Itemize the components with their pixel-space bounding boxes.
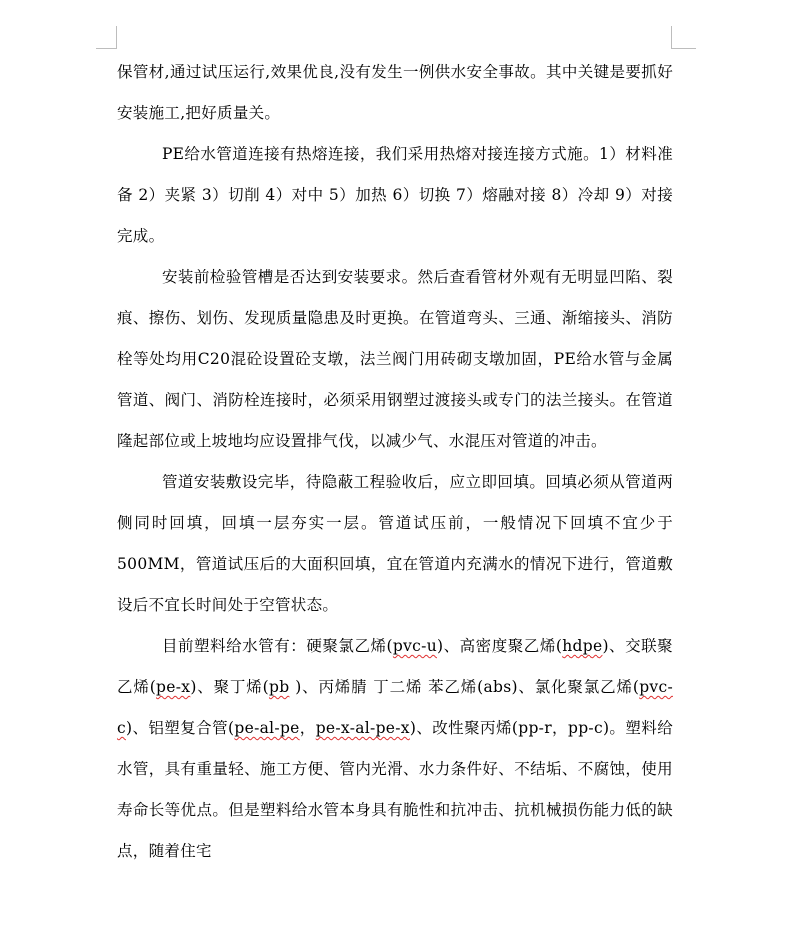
paragraph	[117, 134, 673, 257]
margin-corner-mark-top-left	[96, 26, 117, 49]
spellcheck-flagged-term: pe-al-pe	[234, 719, 300, 737]
paragraph	[117, 462, 673, 626]
paragraph	[117, 257, 673, 462]
paragraph-text: )、改性聚丙烯(pp-r，pp-c)。塑料给水管，具有重量轻、施工方便、管内光滑、水力条件好、不结垢、不腐蚀，使用寿命长等优点。但是塑料给水管本身具有脆性和抗冲击、抗机械损伤能力低的缺点，随着住宅	[117, 719, 673, 860]
paragraph-text: )、铝塑复合管(	[125, 719, 235, 737]
paragraph	[117, 52, 673, 134]
margin-corner-mark-top-right	[671, 26, 696, 49]
paragraph-text: 管道安装敷设完毕，待隐蔽工程验收后，应立即回填。回填必须从管道两侧同时回填，回填一层夯实一层。管道试压前，一般情况下回填不宜少于500MM，管道试压后的大面积回填，宜在管道内充满水的情况下进行，管道敷设后不宜长时间处于空管状态。	[117, 473, 673, 614]
spellcheck-flagged-term: pvc-u	[392, 637, 437, 655]
paragraph	[117, 626, 673, 872]
spellcheck-flagged-term: pe-x-al-pe-x	[315, 719, 410, 737]
paragraph-text: PE给水管道连接有热熔连接，我们采用热熔对接连接方式施。1）材料准备 2）夹紧 3）切削 4）对中 5）加热 6）切换 7）熔融对接 8）冷却 9）对接完成。	[117, 145, 673, 245]
paragraph-text: ，	[299, 719, 316, 737]
spellcheck-flagged-term: hdpe	[562, 637, 603, 655]
spellcheck-flagged-term: pvc-c	[117, 678, 673, 737]
spellcheck-flagged-term: pb	[268, 678, 290, 696]
paragraph-text: 安装前检验管槽是否达到安装要求。然后查看管材外观有无明显凹陷、裂痕、擦伤、划伤、发现质量隐患及时更换。在管道弯头、三通、渐缩接头、消防栓等处均用C20混砼设置砼支墩，法兰阀门用砖砌支墩加固，PE给水管与金属管道、阀门、消防栓连接时，必须采用钢塑过渡接头或专门的法兰接头。在管道隆起部位或上坡地均应设置排气伐，以减少气、水混压对管道的冲击。	[117, 268, 673, 450]
paragraph-text: 保管材,通过试压运行,效果优良,没有发生一例供水安全事故。其中关键是要抓好安装施工,把好质量关。	[117, 63, 673, 122]
paragraph-text: )、聚丁烯(	[190, 678, 269, 696]
paragraph-text: )、交联聚乙烯(	[117, 637, 673, 696]
paragraph-text: )、丙烯腈 丁二烯 苯乙烯(abs)、氯化聚氯乙烯(	[289, 678, 640, 696]
document-body[interactable]	[117, 52, 673, 872]
paragraph-text: )、高密度聚乙烯(	[437, 637, 563, 655]
spellcheck-flagged-term: pe-x	[156, 678, 191, 696]
paragraph-text: 目前塑料给水管有：硬聚氯乙烯(	[161, 637, 393, 655]
